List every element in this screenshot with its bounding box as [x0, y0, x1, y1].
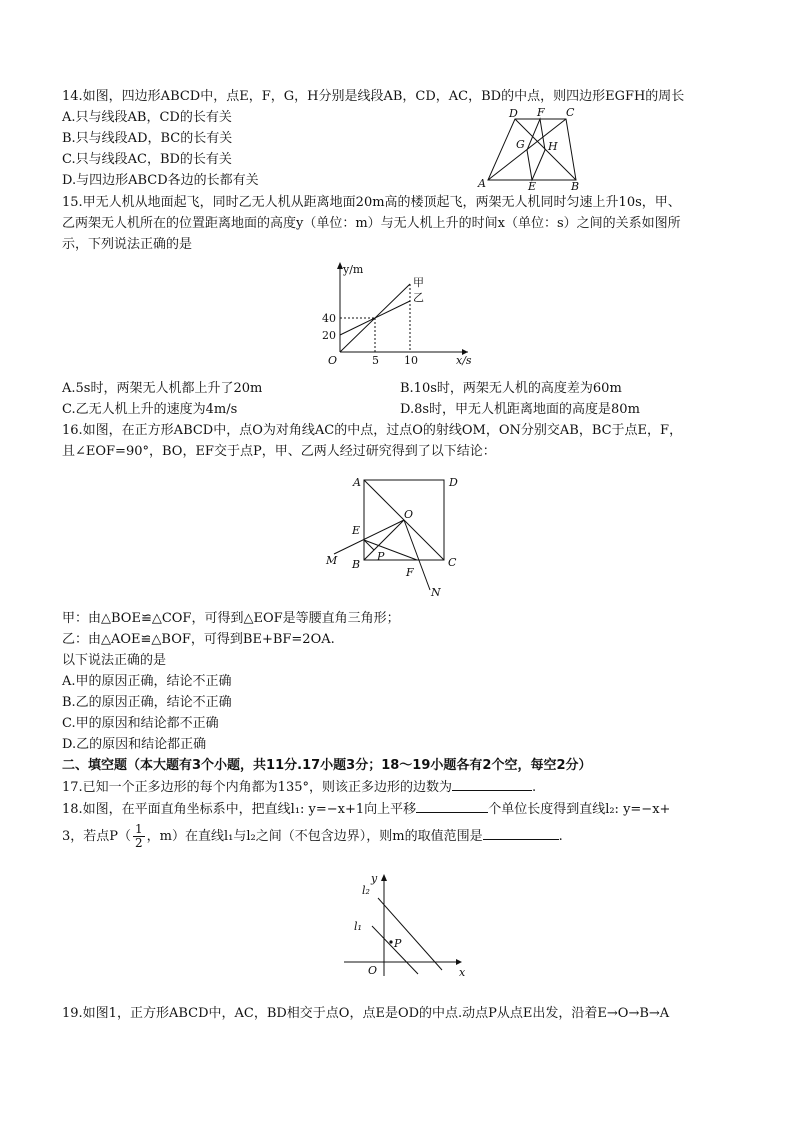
- q18-line1: [62, 800, 670, 819]
- q18-coordinate-figure: [340, 870, 475, 980]
- series-line-1: [340, 301, 410, 335]
- y-axis-arrow: [381, 874, 387, 881]
- label-a: A: [478, 177, 486, 190]
- q18-text-d: ，m）在直线l₁与l₂之间（不包含边界），则m的取值范围是: [146, 829, 483, 844]
- ray-on: [404, 520, 430, 590]
- ray-om: [334, 520, 404, 554]
- q14-quadrilateral-figure: [474, 104, 594, 192]
- label-l1: l₁: [354, 920, 362, 933]
- x-axis-arrow: [456, 959, 462, 965]
- label-c: C: [566, 106, 575, 119]
- y-tick-label-20: 20: [322, 329, 336, 342]
- q16-option-a: A.甲的原因正确，结论不正确: [62, 674, 232, 689]
- origin-label: O: [328, 354, 338, 367]
- q14-option-c: C.只与线段AC，BD的长有关: [62, 152, 232, 167]
- q18-answer-blank-2[interactable]: [483, 827, 559, 840]
- label-e: E: [352, 524, 361, 537]
- q18-text-b: 个单位长度得到直线l₂: y=−x+: [488, 802, 671, 817]
- q16-statement-jia: 甲：由△BOE≌△COF，可得到△EOF是等腰直角三角形；: [62, 611, 400, 626]
- label-f: F: [406, 566, 414, 579]
- q15-stem-line3: 示，下列说法正确的是: [62, 237, 193, 252]
- q16-option-d: D.乙的原因和结论都正确: [62, 737, 207, 752]
- line-l2: [378, 898, 442, 970]
- q16-statement-yi: 乙：由△AOE≌△BOF，可得到BE+BF=2OA.: [62, 632, 335, 647]
- q15-stem-line2: 乙两架无人机所在的位置距离地面的高度y（单位：m）与无人机上升的时间x（单位：s）之间的关系如图所: [62, 216, 681, 231]
- q17-end: .: [532, 780, 537, 795]
- q14-option-d: D.与四边形ABCD各边的长都有关: [62, 173, 259, 188]
- q16-option-c: C.甲的原因和结论都不正确: [62, 716, 219, 731]
- q17-text: 17.已知一个正多边形的每个内角都为135°，则该正多边形的边数为: [62, 780, 452, 795]
- q18-end: .: [558, 829, 563, 844]
- y-tick-label-40: 40: [322, 312, 336, 325]
- q16-square-figure: [320, 468, 470, 600]
- label-d: D: [449, 476, 458, 489]
- section2-title: 二、填空题（本大题有3个小题，共11分.17小题3分；18～19小题各有2个空，每空2分）: [62, 758, 592, 773]
- q19-text: 19.如图1，正方形ABCD中，AC，BD相交于点O，点E是OD的中点.动点P从点E出发，沿着E→O→B→A: [62, 1006, 670, 1021]
- fraction-numerator: 1: [135, 822, 143, 836]
- series-label-1: 乙: [413, 291, 424, 304]
- label-g: G: [516, 138, 525, 151]
- quad-egfh: [527, 119, 545, 180]
- q14-option-b: B.只与线段AD，BC的长有关: [62, 131, 233, 146]
- label-e: E: [528, 180, 537, 193]
- segment-ef: [364, 540, 417, 560]
- label-p: P: [394, 937, 402, 950]
- q14-stem: 14.如图，四边形ABCD中，点E，F，G，H分别是线段AB，CD，AC，BD的中点，则四边形EGFH的周长: [62, 89, 685, 104]
- q16-option-b: B.乙的原因正确，结论不正确: [62, 695, 232, 710]
- q16-stem-line1: 16.如图，在正方形ABCD中，点O为对角线AC的中点，过点O的射线OM，ON分别交AB，BC于点E，F，: [62, 423, 683, 438]
- label-h: H: [548, 140, 558, 153]
- label-o: O: [368, 964, 378, 977]
- q16-ask: 以下说法正确的是: [62, 653, 167, 668]
- q18-text-c: 3，若点P（: [62, 829, 132, 844]
- x-tick-label-5: 5: [372, 354, 379, 367]
- x-tick-label-10: 10: [404, 354, 418, 367]
- x-axis-label: x/s: [456, 354, 472, 367]
- label-b: B: [352, 558, 361, 571]
- q14-option-a: A.只与线段AB，CD的长有关: [62, 110, 232, 125]
- y-axis-label: y/m: [343, 263, 364, 276]
- q16-stem-line2: 且∠EOF=90°，BO，EF交于点P，甲、乙两人经过研究得到了以下结论：: [62, 444, 496, 459]
- label-l2: l₂: [362, 884, 370, 897]
- point-p: [389, 940, 392, 943]
- label-o: O: [404, 508, 414, 521]
- label-x: x: [459, 966, 466, 979]
- label-y: y: [371, 872, 378, 885]
- q18-line2: [62, 822, 563, 852]
- label-c: C: [448, 556, 457, 569]
- q15-option-c: C.乙无人机上升的速度为4m/s: [62, 402, 238, 417]
- quad-abcd: [488, 119, 576, 180]
- q17-answer-blank[interactable]: [452, 778, 532, 791]
- line-l1: [372, 926, 418, 974]
- q15-line-chart: [310, 258, 480, 373]
- q15-option-d: D.8s时，甲无人机距离地面的高度是80m: [400, 402, 640, 417]
- label-n: N: [431, 586, 441, 599]
- label-m: M: [326, 554, 338, 567]
- q15-option-a: A.5s时，两架无人机都上升了20m: [62, 381, 263, 396]
- q18-fraction: [133, 823, 145, 850]
- q15-option-b: B.10s时，两架无人机的高度差为60m: [400, 381, 622, 396]
- q15-stem-line1: 15.甲无人机从地面起飞，同时乙无人机从距离地面20m高的楼顶起飞，两架无人机同时匀速上升10s，甲、: [62, 195, 681, 210]
- label-a: A: [353, 476, 361, 489]
- q17-line: [62, 778, 536, 797]
- label-p: P: [377, 550, 385, 563]
- q18-text-a: 18.如图，在平面直角坐标系中，把直线l₁: y=−x+1向上平移: [62, 802, 417, 817]
- fraction-denominator: 2: [135, 836, 143, 850]
- series-label-0: 甲: [413, 276, 424, 289]
- q18-answer-blank-1[interactable]: [416, 800, 488, 813]
- label-d: D: [509, 107, 518, 120]
- label-b: B: [571, 180, 580, 193]
- label-f: F: [537, 106, 545, 119]
